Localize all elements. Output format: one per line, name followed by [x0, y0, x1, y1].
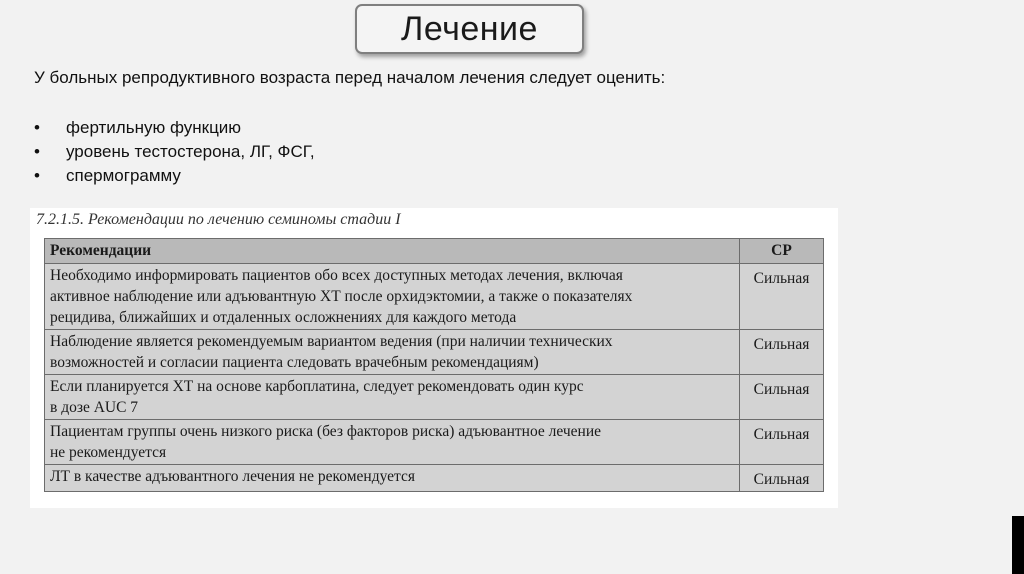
- recommendations-table-image: [30, 208, 838, 508]
- bullet-icon: •: [34, 142, 40, 161]
- recommendation-cell: [45, 330, 740, 375]
- header-recommendations: Рекомендации: [45, 239, 740, 264]
- recommendation-cell: [45, 264, 740, 330]
- recommendation-line: ЛТ в качестве адъювантного лечения не рекомендуется: [50, 468, 416, 485]
- recommendation-line: не рекомендуется: [50, 444, 167, 461]
- strength-cell: Сильная: [740, 264, 824, 330]
- header-strength: СР: [740, 239, 824, 264]
- recommendation-cell: [45, 375, 740, 420]
- bullet-icon: •: [34, 166, 40, 185]
- list-item: [34, 141, 315, 165]
- recommendation-cell: [45, 465, 740, 492]
- list-item: [34, 165, 315, 189]
- bullet-text: фертильную функцию: [66, 118, 242, 137]
- recommendation-line: Пациентам группы очень низкого риска (без факторов риска) адъювантное лечение: [50, 423, 602, 440]
- recommendation-line: Наблюдение является рекомендуемым вариантом ведения (при наличии технических: [50, 333, 613, 350]
- table-row: [45, 330, 824, 375]
- bullet-text: уровень тестостерона, ЛГ, ФСГ,: [66, 142, 315, 161]
- edge-bar: [1012, 516, 1024, 574]
- strength-cell: Сильная: [740, 420, 824, 465]
- strength-cell: Сильная: [740, 375, 824, 420]
- intro-text: У больных репродуктивного возраста перед началом лечения следует оценить:: [34, 68, 666, 87]
- recommendations-table: [44, 238, 824, 492]
- recommendation-line: в дозе AUC 7: [50, 399, 139, 416]
- bullet-icon: •: [34, 118, 40, 137]
- table-caption: 7.2.1.5. Рекомендации по лечению семиномы стадии I: [36, 211, 401, 228]
- recommendation-line: рецидива, ближайших и отдаленных осложнениях для каждого метода: [50, 309, 517, 326]
- table-row: [45, 375, 824, 420]
- table-row: [45, 264, 824, 330]
- recommendation-line: активное наблюдение или адъювантную ХТ после орхидэктомии, а также о показателях: [50, 288, 633, 305]
- recommendation-line: Необходимо информировать пациентов обо всех доступных методах лечения, включая: [50, 267, 623, 284]
- table-header-row: [45, 239, 824, 264]
- slide-title: Лечение: [401, 9, 538, 48]
- list-item: [34, 117, 315, 141]
- recommendation-cell: [45, 420, 740, 465]
- strength-cell: Сильная: [740, 330, 824, 375]
- strength-cell: Сильная: [740, 465, 824, 492]
- title-box: [355, 4, 584, 54]
- table-row: [45, 420, 824, 465]
- bullet-list: [34, 117, 315, 189]
- recommendation-line: Если планируется ХТ на основе карбоплатина, следует рекомендовать один курс: [50, 378, 584, 395]
- table-row: [45, 465, 824, 492]
- bullet-text: спермограмму: [66, 166, 181, 185]
- recommendation-line: возможностей и согласии пациента следовать врачебным рекомендациям): [50, 354, 539, 371]
